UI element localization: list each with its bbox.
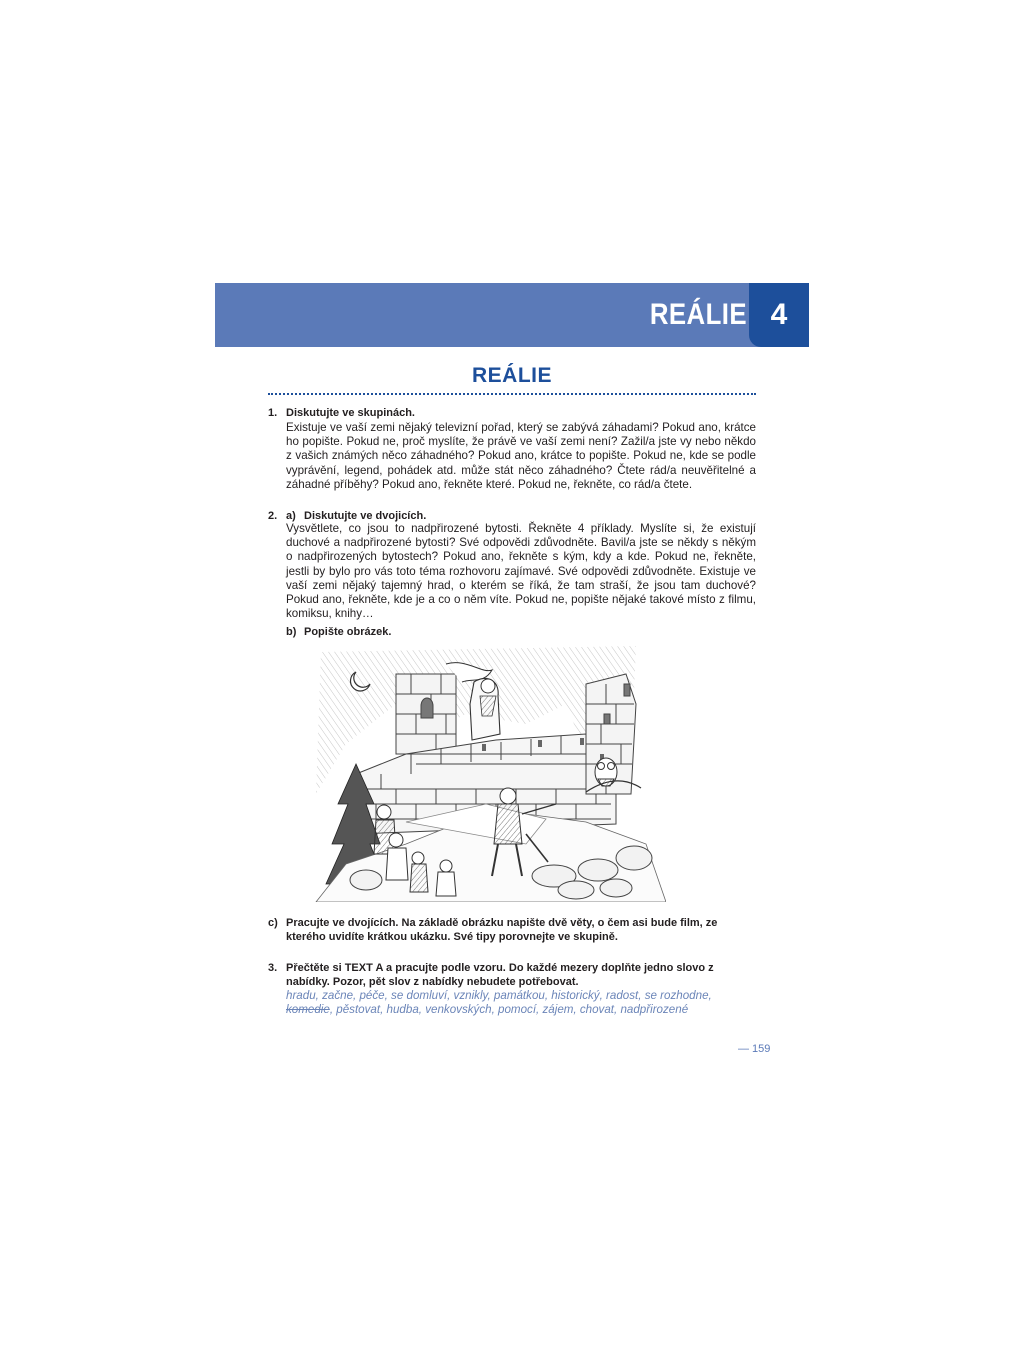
haunted-castle-illustration: [286, 644, 666, 902]
exercise-1-number: 1.: [268, 407, 278, 419]
exercise-2-number: 2.: [268, 510, 278, 522]
chapter-header-band: [215, 283, 809, 347]
word-bank-part-2: , pěstovat, hudba, venkovských, pomocí, zájem, chovat, nadpřirozené: [329, 1003, 689, 1017]
word-bank-example-struck: komedie: [286, 1003, 330, 1017]
exercise-1-text: Existuje ve vaší zemi nějaký televizní pořad, který se zabývá záhadami? Pokud ano, krátce ho popište. Pokud ne, proč myslíte, že právě ve vaší zemi není? Zažil/a jste vy nebo někdo z vašich známých něco záhadného? Pokud ano, krátce to popište. Pokud ne, kde se podle vyprávění, legend, pohádek atd. může stát něco záhadného? Čtete rád/a neuvěřitelné a záhadné příběhy? Pokud ano, řekněte které. Pokud ne, řekněte, co rád/a čtete.: [286, 421, 756, 491]
chapter-number: 4: [770, 298, 788, 331]
section-title: REÁLIE: [471, 364, 552, 387]
exercise-2a-heading: Diskutujte ve dvojicích.: [304, 510, 427, 522]
exercise-2c-text: Pracujte ve dvojících. Na základě obrázku napište dvě věty, o čem asi bude film, ze kterého uvidíte krátkou ukázku. Své tipy porovnejte ve skupině.: [286, 917, 718, 943]
word-bank-part-1: hradu, začne, péče, se domluví, vznikly, památkou, historický, radost, se rozhodne,: [286, 989, 712, 1002]
exercise-3-word-bank: [286, 989, 760, 1017]
page-number: — 159: [738, 1043, 771, 1055]
chapter-title: REÁLIE: [649, 298, 747, 331]
chapter-number-tab: [749, 283, 809, 347]
exercise-2b-letter: b): [286, 626, 297, 638]
exercise-2a-text: Vysvětlete, co jsou to nadpřirozené bytosti. Řekněte 4 příklady. Myslíte si, že existují duchové a nadpřirozené bytosti? Své odpovědi zdůvodněte. Bavil/a jste se někdy s někým o nadpřirozených bytostech? Pokud ano, řekněte s kým, kdy a kde. Pokud ne, řekněte, jestli by bylo pro vás toto téma rozhovoru zajímavé. Své odpovědi zdůvodněte. Existuje ve vaší zemi nějaký tajemný hrad, o kterém se říká, že tam straší, že jsou tam duchové? Pokud ano, řekněte, kde je a co o něm víte. Pokud ne, popište nějaké takové místo z filmu, komiksu, knihy…: [286, 522, 756, 621]
exercise-1-heading: Diskutujte ve skupinách.: [286, 407, 415, 419]
exercise-2a-letter: a): [286, 510, 296, 522]
exercise-2b-heading: Popište obrázek.: [304, 626, 392, 638]
exercise-3-heading: Přečtěte si TEXT A a pracujte podle vzoru. Do každé mezery doplňte jedno slovo z nabídky. Pozor, pět slov z nabídky nebudete potřebovat.: [286, 962, 714, 988]
exercise-3-number: 3.: [268, 962, 278, 974]
dotted-divider: [268, 393, 756, 395]
exercise-2c-letter: c): [268, 917, 278, 929]
